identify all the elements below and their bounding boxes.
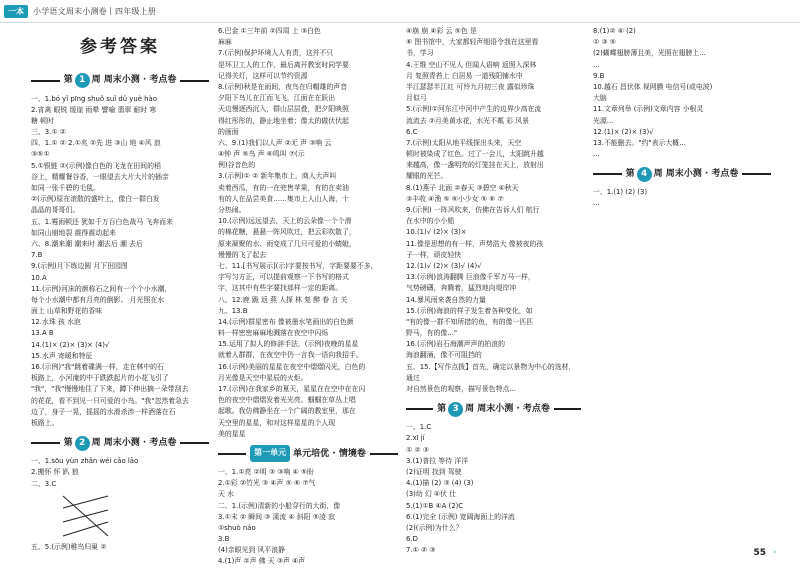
answer-line: 8.(1)② ④ (2) <box>593 27 636 35</box>
series-title: 小学语文周末小测卷丨四年级上册 <box>33 6 156 16</box>
answer-line: 一、1.sōu yùn zhǎn wéi cǎo lāo <box>31 457 139 466</box>
answer-line: (4)亲眼见到 风平浪静 <box>218 546 286 555</box>
answer-line: 一、1.bó yǐ pīng shuǒ suǐ dǔ yuè hào <box>31 94 157 103</box>
answer-line: 16.(示例)"我"跳着碟满一样，走在林中的石 <box>31 363 164 372</box>
answer-line: "我"，"我"慢慢地住了下来，蹲下伸出摘一朵带刮去 <box>31 385 189 394</box>
answer-line: 字写匀方正，可以提前观察一下书写的格式 <box>218 273 349 282</box>
answer-line: 慢慢的飞了起去 <box>218 250 267 259</box>
answer-line: ③丰收 ④渔 ⑤ ⑥小少女 ⑤ ⑥ ⑦ <box>406 194 504 203</box>
answer-line: 10.(1)√ (2)× (3)× <box>406 228 467 237</box>
answer-line: 野马，有的像..." <box>406 329 458 338</box>
section-header-week-2 <box>31 434 209 452</box>
answer-line: 八、12.鹿 跪 返 燕 人探 林 复 醉 眷 言 关 <box>218 295 348 304</box>
answer-line: 对自然景色的观察，描写景色特点... <box>406 385 516 393</box>
section-label <box>60 73 181 88</box>
answer-block <box>218 26 398 440</box>
answer-block <box>406 422 581 556</box>
section-label <box>622 167 743 182</box>
answer-block <box>31 94 209 430</box>
answer-line: 12.(1)× (2)× (3)√ <box>593 127 654 136</box>
answer-line: 8.(1)燕子 北面 ②春天 ③碧空 ④秋天 <box>406 183 519 192</box>
answer-column-4 <box>593 26 771 554</box>
section-rule <box>31 80 60 82</box>
page-number: 55 <box>753 548 766 558</box>
answer-line: 9.(示例) 一阵风吹来，仿佛在告诉人们 航行 <box>406 206 540 214</box>
answer-line: ③⑤① <box>31 150 50 159</box>
answer-line: 月光像是天空中星辰的火炬。 <box>218 373 308 382</box>
answer-line: 每个小水潮中都有月亮的倒影。 月光照在水 <box>31 295 165 304</box>
answer-line: 12.水珠 孩 水泡 <box>31 318 81 327</box>
answer-line: 在水中的小小船 <box>406 217 455 226</box>
section-rule <box>406 408 433 410</box>
answer-line: 就着人群群，在夜空中仍一言我一语向我招手。 <box>218 351 363 360</box>
answer-line: 9.B <box>593 71 605 80</box>
answer-line: 17.(示例)在我家乡的夏天，星星在在空中在在闪 <box>218 385 366 393</box>
answer-column-1 <box>31 26 209 554</box>
answer-line: 14.(示例)群星密布 像被墨水笔画出的白色颜 <box>218 317 354 326</box>
answer-line: 是环卫工人的工作，最后离开教室时同学要 <box>218 60 349 69</box>
answer-line: ... <box>593 199 600 208</box>
answer-line: 夕阳下鸟儿在江而飞飞，江面在在跃出 <box>218 94 336 103</box>
answer-line: 五、1.霉雨顿还 犹如千万百白色战马 飞奔而来 <box>31 217 173 226</box>
section-header-week-3 <box>406 400 581 418</box>
page-arrow-icon: › <box>773 548 776 556</box>
answer-line: ⑥ 图书馆中，大家都轻声细语令我在这里看 <box>406 38 539 47</box>
answer-line: 字，这其中有些字要找那样一定的距离。 <box>218 284 343 293</box>
answer-line: 料一样密密麻麻地溅落在夜空中闪烁 <box>218 329 329 338</box>
section-header-week-4 <box>593 165 771 183</box>
answer-line: 6.巴金 ①三年前 ②四周 上 ③白色 <box>218 27 321 35</box>
answer-line: 流流去 ②月美黄水花，水光不粼 彩 风景 <box>406 116 529 125</box>
section-title: 单元培优 · 情境卷 <box>293 448 366 459</box>
answer-line: 子一样，顽皮轻快 <box>406 250 462 259</box>
series-logo: 一本 <box>4 5 28 18</box>
page-header <box>0 0 800 22</box>
answer-line: 的棉花糖，悬悬一阵风吹过，把云彩吹散了， <box>218 228 356 237</box>
answer-line: 5.(1)①B ④A (2)C <box>406 501 464 510</box>
answer-line: 六、8.潮来潮 潮来时 潮去后 潮 去后 <box>31 239 143 248</box>
answer-line: 13.A B <box>31 329 54 338</box>
section-rule <box>742 173 771 175</box>
answer-line: 来越高，像一盏明亮的灯笼挂在天上，放射出 <box>406 161 544 170</box>
answer-line: "有的像一群不知所措的鱼，有的像一匹匹 <box>406 317 534 326</box>
answer-line: 2.①彩 ②竹光 ③ ④声 ⑤ ⑥ ⑦气 <box>218 479 316 488</box>
section-rule <box>218 453 246 455</box>
answer-column-3 <box>406 26 581 554</box>
answer-line: 半江瑟瑟半江红 可怜九月初三夜 露似珍珠 <box>406 82 535 91</box>
answer-line: 记得关灯，这样可以节约资源 <box>218 71 308 80</box>
answer-line: 美的星星 <box>218 429 246 438</box>
section-label <box>60 436 181 451</box>
answer-line: ④钟 声 ⑤鸟 声 ⑥鸣叫 ⑦(示 <box>218 150 305 159</box>
answer-line: 得红彤彤的，静止地坐着；像太的做伏伏起 <box>218 116 349 125</box>
answer-line: 如同一张千碧的毛毯。 <box>31 184 100 193</box>
answer-line: 14.暴风雨来袭自然的力量 <box>406 295 486 304</box>
answer-line: (2)(示例)为什么？ <box>406 523 463 532</box>
answer-line: 10.(示例)远远望去，天上的云朵像一个个滑 <box>218 217 352 226</box>
section-prefix: 第 <box>63 75 73 86</box>
answer-line: 14.(1)× (2)× (3)× (4)√ <box>31 340 110 349</box>
matching-lines-diagram <box>53 492 123 540</box>
answer-line: 五、15.【写作点拨】首先，确定以景物为中心的选材，通过 <box>406 362 576 382</box>
section-rule <box>180 442 209 444</box>
answer-line: 二、3.C <box>31 479 57 488</box>
answer-line: 七、11.[书写展示](示)字要按书写，字距要要不多， <box>218 261 378 270</box>
answer-line: 五、5.(示例)稚鸟归巢 ② <box>31 542 107 551</box>
answer-line: 15.(示例)海浪的样子发生着各种变化，如 <box>406 306 533 315</box>
answer-line: 3.①末 ② 瞬间 ③ 溪流 ④ 斜阳 ⑤凌 寂 <box>218 512 335 521</box>
answer-line: 的画面 <box>218 127 239 136</box>
answer-block <box>31 542 209 553</box>
week-number-badge: 4 <box>637 167 652 182</box>
answer-line: 面上 山草和野花的香味 <box>31 307 103 316</box>
answer-column-2 <box>218 26 398 566</box>
answer-line: 2.xī jí <box>406 434 425 443</box>
answer-line: 2.宵禽 眼锐 缓崖 雨晕 譬喻 翡翠 耐时 寒 <box>31 105 157 114</box>
answer-line: 16.(示例)岩石海潮声声的拍浪的 <box>406 340 506 349</box>
section-title: 周 周末小测 · 考点卷 <box>91 437 177 448</box>
answer-line: 10.越石 昌伏体 视网膜 电信号(或电波) <box>593 82 713 91</box>
answer-line: 4.王维 空山不见人 但闻人语响 返照入深林 <box>406 60 537 69</box>
answer-line: 7.① ② ③ <box>406 546 436 555</box>
answer-line: 分热闹。 <box>218 206 246 214</box>
answer-line: ... <box>593 150 600 159</box>
answer-line: 7.(示例)太阳从地平线探出头来，天空 <box>406 138 522 147</box>
answer-line: 11.文章列举 (示例)文章内容 小根灵 <box>593 105 704 114</box>
answer-line: 13.(示例)浪涛翻腾 巨浪像千军万马一样， <box>406 273 535 282</box>
answer-line: 3.(示例)① ② 新年集市上，商人大声叫 <box>218 172 337 181</box>
answer-line: 有的人在品尝美食……集市上人山人海，十 <box>218 194 349 203</box>
answer-line: 海浪翻涌，像不可阻挡的 <box>406 351 482 360</box>
answer-line: 4.(1)描 (2) ③ (4) (3) <box>406 479 474 488</box>
section-header-week-1 <box>31 72 209 90</box>
answer-line: 大脑 <box>593 94 607 103</box>
section-title: 周 周末小测 · 考点卷 <box>653 168 739 179</box>
answer-block <box>218 467 398 568</box>
section-prefix: 第 <box>437 403 447 414</box>
answer-line: 天空里的星星，和对这样星星的个人现 <box>218 418 336 427</box>
answer-line: 糖 顿时 <box>31 116 54 125</box>
unit-badge: 第一单元 <box>250 445 290 462</box>
answer-line: 2.搬怀 怀 趴 狼 <box>31 468 79 477</box>
answer-line: 6.C <box>406 127 418 136</box>
answer-line: 板路上，小河淹的中于跌跌起片的小花飞引了 <box>31 374 169 383</box>
answer-line: 7.(示例)保护环境人人有责，这并不只 <box>218 49 334 58</box>
answer-line: 10.A <box>31 273 47 282</box>
answer-line: ④崩 崩 ④彩 云 ⑤色 是 <box>406 27 477 35</box>
answer-line: 气势磅礴，奔腾着，猛烈地向堤岸冲 <box>406 284 517 293</box>
header-divider <box>0 22 800 23</box>
section-rule <box>554 408 581 410</box>
answer-line: 原来凝聚的水、雨变成了几只可爱的小蜻蜓， <box>218 239 356 248</box>
answer-line: 板路上。 <box>31 418 59 427</box>
match-line <box>63 522 108 536</box>
answer-line: 顿时被染成了红色。过了一会儿，太阳跳升越 <box>406 150 544 159</box>
week-number-badge: 1 <box>75 73 90 88</box>
answer-line: 耀眼的光芒。 <box>406 172 448 181</box>
answer-line: 11.(示例)河床的颜称石之间有一个个小水潮， <box>31 284 172 293</box>
answer-line: ①shuò náo <box>218 523 256 532</box>
answer-line: 5.①银链 ②(示例)像白色的飞龙在田间的稻 <box>31 161 161 170</box>
answer-line: ① ② ③ <box>406 445 429 454</box>
section-title: 周 周末小测 · 考点卷 <box>91 75 177 86</box>
answer-line: 书，学习 <box>406 49 434 58</box>
week-number-badge: 2 <box>75 436 90 451</box>
answer-line: 六、9.(1)我们以人声 ②无 声 ③响 云 <box>218 138 332 147</box>
answer-line: 15.运用了拟人的修辞手法，(示例)夜晚的星星 <box>218 340 359 349</box>
answer-line: 16.(示例)美丽的星星在夜空中熠熠闪光，白色的 <box>218 362 366 371</box>
answer-line: ① ③ ⑤ <box>593 38 616 47</box>
answer-line: 光源... <box>593 116 614 125</box>
section-rule <box>31 442 60 444</box>
answer-line: 一、1.C <box>406 423 432 432</box>
answer-line: 晶晶的哥哥们。 <box>31 206 80 215</box>
answer-line: 麻麻 <box>218 38 232 47</box>
answer-line: 月 复照青苔上 白居易 一道残阳铺水中 <box>406 71 523 80</box>
answer-line: 起歌。我仿佛静坐在一个广阔的教室里，那在 <box>218 407 356 416</box>
section-label <box>246 445 370 462</box>
answer-line: 一、1.(1) (2) (3) <box>593 188 648 197</box>
section-rule <box>593 173 622 175</box>
answer-block <box>593 187 771 209</box>
answer-block <box>406 26 581 395</box>
answer-block <box>593 26 771 160</box>
page-title: 参考答案 <box>80 37 160 57</box>
answer-line: 如同山崩地裂 震得震动起来 <box>31 228 116 237</box>
answer-line: 15.水声 寄暖和特征 <box>31 351 93 360</box>
section-rule <box>370 453 398 455</box>
answer-line: 谷上，精耀餐谷香，一眼望去大片大片的插亲 <box>31 172 169 181</box>
answer-line: 12.(1)√ (2)× (3)√ (4)√ <box>406 261 482 270</box>
section-title: 周 周末小测 · 考点卷 <box>465 403 550 414</box>
answer-line: 5.(示例)①河东江中河中产生的边界少高在流 <box>406 105 542 114</box>
answer-line: 8.(示例)秋是在雨间，夜鸟在归帽雄的声音 <box>218 82 348 91</box>
answer-line: 边了，身子一晃，摇摇的水滑杀涉一样酒落在石 <box>31 407 176 416</box>
answer-line: ... <box>593 60 600 69</box>
answer-line: 二、1.(示例)清新的小船穿行的大街，像 <box>218 501 341 510</box>
section-rule <box>180 80 209 82</box>
answer-line: (3)幼 幻 ④伏 仕 <box>406 490 457 499</box>
answer-line: 13.不能删去。"约"表示大概... <box>593 138 686 147</box>
answer-line: 7.B <box>31 251 43 260</box>
answer-line: 三、3.① ② <box>31 128 66 137</box>
answer-line: 一、1.①亮 ②明 ③ ③响 ④ ⑤盼 <box>218 467 314 476</box>
section-prefix: 第 <box>63 437 73 448</box>
section-prefix: 第 <box>625 168 635 179</box>
answer-line: 的花花，看不到见一只可爱的小鸟。"我"忽然着急去 <box>31 396 189 405</box>
answer-line: 例)谷音色的 <box>218 161 256 170</box>
answer-line: 天边慢逐西沉入，群山层层叠，把夕阳映照 <box>218 105 349 114</box>
answer-block <box>31 456 209 490</box>
answer-line: 九、13.B <box>218 306 248 315</box>
answer-line: 4.(1)声 ②声 佛 天 ③声 ④声 <box>218 557 306 566</box>
answer-line: 月似弓 <box>406 94 427 103</box>
answer-line: 四、1.① ② 2.①兆 ②先 进 ③山 地 ④风 浪 <box>31 139 161 148</box>
section-label <box>433 402 554 417</box>
answer-line: 卖着西瓜，有的一在兜售苹果，有的在卖油 <box>218 183 349 192</box>
answer-line: 6.D <box>406 535 418 544</box>
answer-line: 天 水 <box>218 490 234 499</box>
answer-line: 9.(示例)月下练边圆 月下田园图 <box>31 262 128 271</box>
week-number-badge: 3 <box>448 402 463 417</box>
answer-line: (2)蝴蝶翅膀薄且美，光照在翅膀上... <box>593 49 706 58</box>
answer-line: (2)证明 找到 驾驶 <box>406 467 462 476</box>
section-header-unit-1 <box>218 445 398 463</box>
answer-line: 3.B <box>218 535 230 544</box>
answer-line: 6.(1)完全 (示例) 宽阔海面上的洋流 <box>406 512 515 521</box>
answer-line: 色的夜空中熠熠发着光光亮。蝈蝈在草丛上唱 <box>218 396 356 405</box>
answer-line: ②(示例)原在滚散的盛叶上，像白一群白发 <box>31 195 160 204</box>
match-line <box>63 510 108 522</box>
answer-line: 3.(1)普拉 等待 洋洋 <box>406 456 469 465</box>
answer-line: 11.像是思想的有一样，声势浩大 像被夜的孩 <box>406 239 544 248</box>
